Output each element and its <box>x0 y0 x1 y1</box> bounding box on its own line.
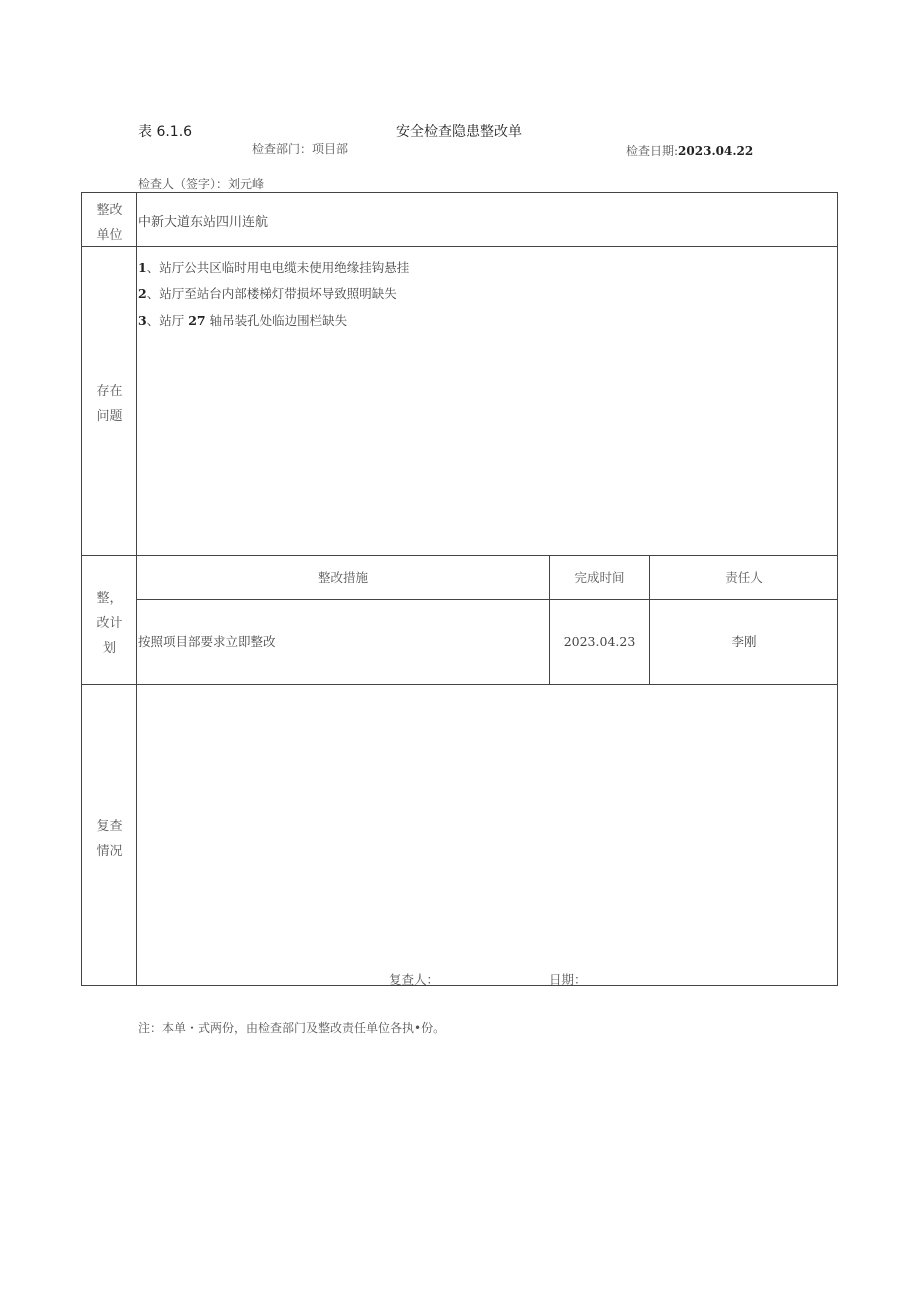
review-row-label <box>82 814 137 864</box>
review-label-line1: 复查 <box>96 819 123 834</box>
issues-label-line2: 问题 <box>96 409 123 424</box>
inspector-label: 检查人（签字）： <box>138 177 229 191</box>
column-header-responsible: 责任人 <box>725 570 763 585</box>
issues-row-label <box>82 379 137 429</box>
plan-label-line1: 整， <box>96 591 123 606</box>
plan-label-line2: 改计 <box>96 616 123 631</box>
issue-item <box>138 311 347 329</box>
issue-item <box>138 284 397 302</box>
review-date-label: 日期： <box>549 972 587 987</box>
dept-value: 项目部 <box>312 142 349 156</box>
column-header-measure: 整改措施 <box>317 570 368 585</box>
row-divider-unit <box>81 246 838 247</box>
table-label: 表 6.1.6 <box>138 124 193 140</box>
issue-number: 2 <box>138 286 147 301</box>
unit-label-line2: 单位 <box>96 228 123 243</box>
footnote: 注：本单・式两份，由检查部门及整改责任单位各执•份。 <box>138 1021 446 1035</box>
row-divider-plan <box>81 684 838 685</box>
inspector-value: 刘元峰 <box>228 177 265 191</box>
reviewer-label: 复查人： <box>389 972 440 987</box>
plan-label-line3: 划 <box>102 641 116 656</box>
issue-text: 、站厅 <box>146 313 189 328</box>
issue-text: 、站厅至站台内部楼梯灯带损坏导致照明缺失 <box>146 286 397 301</box>
issue-item <box>138 258 409 276</box>
review-label-line2: 情况 <box>96 844 123 859</box>
document-title: 安全检查隐患整改单 <box>396 124 522 140</box>
issues-label-line1: 存在 <box>96 384 123 399</box>
unit-row-label <box>82 198 137 248</box>
date-value: 2023.04.22 <box>678 144 754 158</box>
measure-value: 按照项目部要求立即整改 <box>138 634 276 649</box>
column-header-finish-time: 完成时间 <box>574 570 625 585</box>
dept-label: 检查部门： <box>252 142 313 156</box>
issue-axis-number: 27 <box>188 313 206 328</box>
issue-text: 、站厅公共区临时用电电缆未使用绝缘挂钩悬挂 <box>146 260 410 275</box>
inspection-date <box>626 142 753 159</box>
inspector-signature <box>138 175 264 192</box>
inspection-department <box>252 140 348 157</box>
issue-text-tail: 轴吊装孔处临边围栏缺失 <box>205 313 348 328</box>
issue-number: 3 <box>138 313 147 328</box>
date-label: 检查日期: <box>626 144 679 158</box>
responsible-value: 李刚 <box>731 634 757 649</box>
unit-label-line1: 整改 <box>96 203 123 218</box>
finish-time-value: 2023.04.23 <box>563 634 636 649</box>
unit-value: 中新大道东站四川连航 <box>138 215 269 230</box>
issue-number: 1 <box>138 260 147 275</box>
plan-row-label <box>82 586 137 661</box>
